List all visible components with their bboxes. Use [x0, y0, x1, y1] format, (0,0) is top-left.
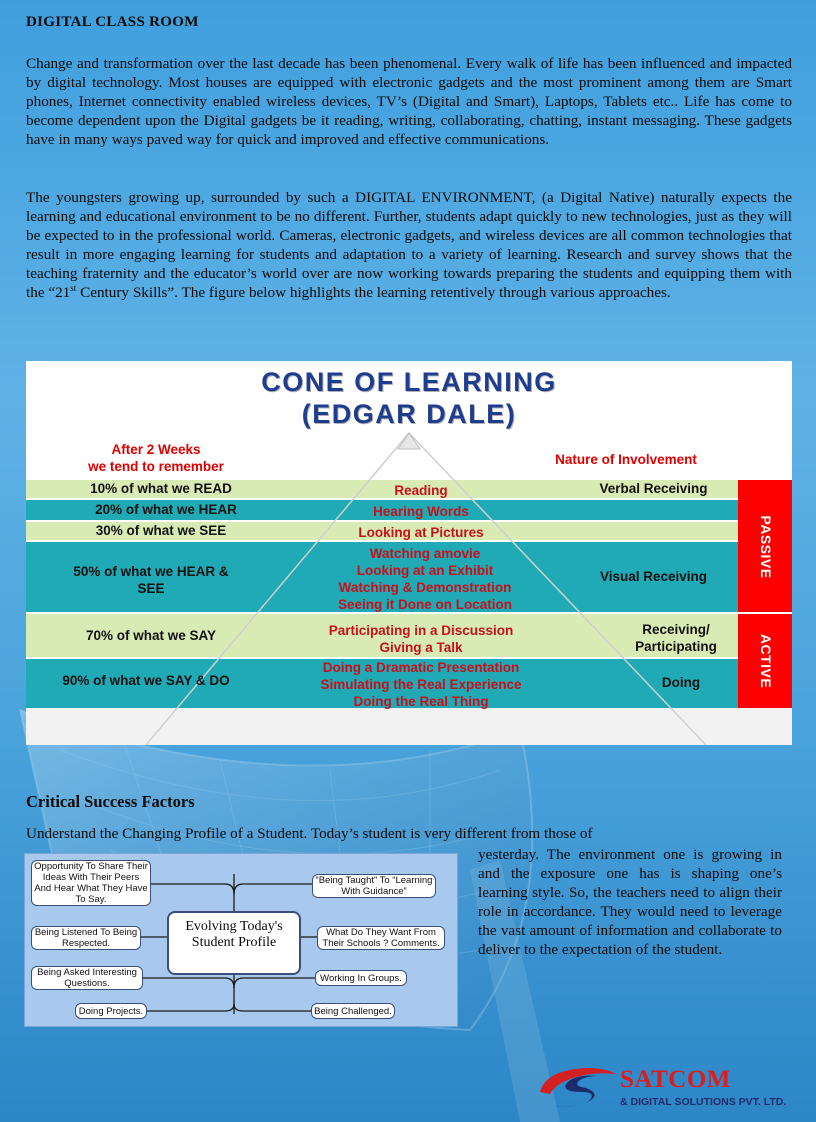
- row-label-hear: 20% of what we HEAR: [95, 502, 237, 517]
- activity-item: Doing a Dramatic Presentation: [322, 660, 520, 675]
- company-name: SATCOM: [620, 1066, 731, 1093]
- row-label-see: 30% of what we SEE: [95, 523, 227, 538]
- paragraph-text-end: Century Skills”. The figure below highlights the learning retentively through various approaches.: [76, 284, 671, 302]
- row-involvement-hear-see: Visual Receiving: [599, 569, 708, 584]
- left-header-line2: we tend to remember: [88, 459, 224, 474]
- node-center: Evolving Today's Student Profile: [167, 911, 301, 975]
- row-activity-see: Looking at Pictures: [358, 525, 484, 540]
- activity-item: Doing the Real Thing: [353, 694, 489, 709]
- row-activity-say: [276, 622, 566, 656]
- digital-native-paragraph: [26, 188, 792, 303]
- satcom-logo-icon: [536, 1062, 620, 1112]
- node-working-groups: Working In Groups.: [315, 970, 407, 986]
- activity-item: Looking at an Exhibit: [356, 563, 494, 578]
- row-involvement-say-do: Doing: [661, 675, 701, 690]
- cone-of-learning-figure: [26, 361, 792, 745]
- node-share-ideas: Opportunity To Share Their Ideas With Their Peers And Hear What They Have To Say.: [31, 860, 151, 906]
- cone-title-line1: CONE OF LEARNING: [261, 367, 557, 397]
- row-label-say-do: 90% of what we SAY & DO: [62, 673, 230, 688]
- row-label-hear-see: 50% of what we HEAR & SEE: [73, 564, 229, 596]
- cone-title-line2: (EDGAR DALE): [301, 399, 517, 429]
- row-activity-read: Reading: [394, 483, 448, 498]
- active-label: ACTIVE: [758, 633, 774, 689]
- node-interesting-questions: Being Asked Interesting Questions.: [31, 966, 143, 990]
- node-being-taught: “Being Taught” To “Learning With Guidance”: [312, 874, 436, 898]
- row-activity-hear: Hearing Words: [373, 504, 469, 519]
- row-activity-say-do: [276, 659, 566, 710]
- activity-item: Simulating the Real Experience: [320, 677, 522, 692]
- student-profile-intro: Understand the Changing Profile of a Student. Today’s student is very different from those of: [26, 825, 593, 842]
- left-header: [56, 441, 256, 475]
- activity-item: Giving a Talk: [379, 640, 463, 655]
- node-being-challenged: Being Challenged.: [311, 1003, 395, 1019]
- left-header-line1: After 2 Weeks: [111, 442, 201, 457]
- student-profile-text: yesterday. The environment one is growing in and the exposure one has is shaping one’s learning style. So, the teachers need to align their role in accordance. They would need to leverage the vast amount of information and collaborate to deliver to the expectation of the student.: [478, 846, 782, 959]
- row-label-read: 10% of what we READ: [90, 481, 232, 496]
- intro-paragraph: Change and transformation over the last decade has been phenomenal. Every walk of life has been influenced and impacted by digital technology. Most houses are equipped with electronic gadgets and the most prominent among them are Smart phones, Internet connectivity enabled wireless devices, TV’s (Digital and Smart), Laptops, Tablets etc.. Life has come to become dependent upon the Digital gadgets be it reading, writing, collaborating, chatting, instant messaging. These gadgets have in many ways paved way for quick and improved and effective communications.: [26, 55, 792, 149]
- row-label-say: 70% of what we SAY: [85, 628, 217, 643]
- critical-success-factors-heading: Critical Success Factors: [26, 792, 195, 811]
- row-involvement-say: Receiving/ Participating: [635, 622, 717, 654]
- page-title: DIGITAL CLASS ROOM: [26, 14, 199, 30]
- activity-item: Watching & Demonstration: [338, 580, 512, 595]
- passive-label: PASSIVE: [758, 515, 774, 579]
- node-doing-projects: Doing Projects.: [75, 1003, 147, 1019]
- row-involvement-read: Verbal Receiving: [599, 481, 708, 496]
- node-being-listened: Being Listened To Being Respected.: [31, 926, 141, 950]
- company-subtitle: & DIGITAL SOLUTIONS PVT. LTD.: [620, 1096, 787, 1108]
- superscript-st: st: [70, 283, 77, 294]
- activity-item: Watching amovie: [369, 546, 481, 561]
- node-what-they-want: What Do They Want From Their Schools ? Comments.: [317, 926, 445, 950]
- paragraph-text: The youngsters growing up, surrounded by such a DIGITAL ENVIRONMENT, (a Digital Native) naturally expects the learning and educational environment to be no different. Further, students adapt quickly to new technologies, just as they will be expected to in the professional world. Cameras, electronic gadgets, and wireless devices are all common technologies that result in more engaging learning for students and adaptation to a variety of learning. Research and survey shows that the teaching fraternity and the educator’s world over are now working towards preparing the students and equipping them with the “21: [26, 189, 792, 302]
- row-activity-hear-see: [276, 545, 574, 613]
- right-header: Nature of Involvement: [555, 452, 697, 467]
- student-profile-mind-map: [24, 853, 458, 1027]
- activity-item: Participating in a Discussion: [328, 623, 514, 638]
- activity-item: Seeing it Done on Location: [337, 597, 512, 612]
